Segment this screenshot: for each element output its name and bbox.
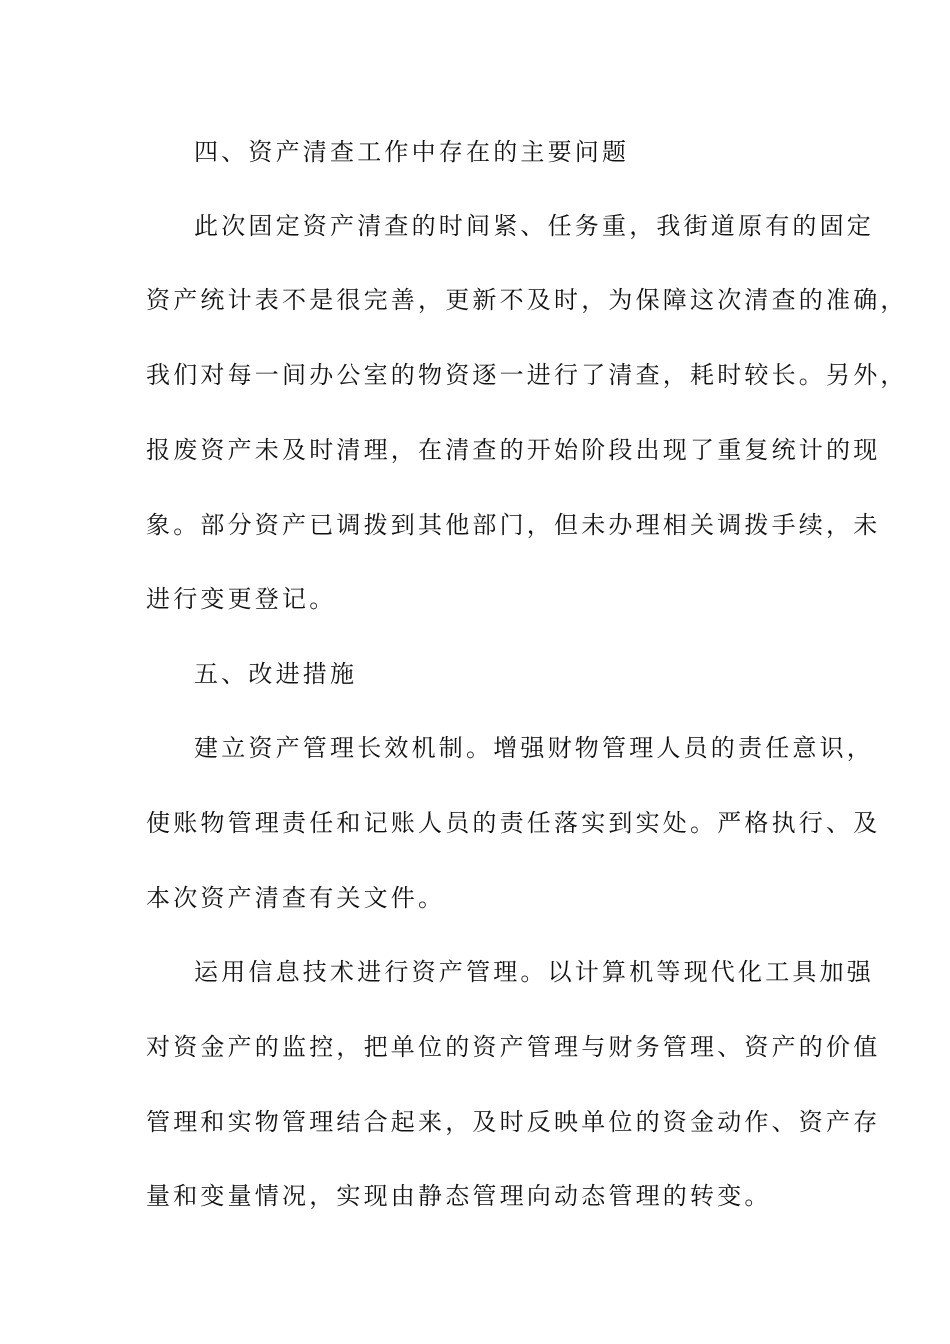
paragraph-line: 资产统计表不是很完善，更新不及时，为保障这次清查的准确，: [146, 286, 908, 314]
paragraph-line: 本次资产清查有关文件。: [146, 884, 446, 912]
paragraph-line: 使账物管理责任和记账人员的责任落实到实处。严格执行、及: [146, 809, 881, 837]
paragraph-line: 我们对每一间办公室的物资逐一进行了清查，耗时较长。另外，: [146, 361, 908, 389]
paragraph-line: 报废资产未及时清理，在清查的开始阶段出现了重复统计的现: [146, 436, 881, 464]
section-heading-4: 四、资产清查工作中存在的主要问题: [194, 138, 630, 166]
paragraph-line: 管理和实物管理结合起来，及时反映单位的资金动作、资产存: [146, 1108, 881, 1136]
paragraph-line: 进行变更登记。: [146, 585, 337, 613]
paragraph-line: 建立资产管理长效机制。增强财物管理人员的责任意识，: [194, 734, 874, 762]
paragraph-line: 象。部分资产已调拨到其他部门，但未办理相关调拨手续，未: [146, 511, 881, 539]
paragraph-line: 对资金产的监控，把单位的资产管理与财务管理、资产的价值: [146, 1033, 881, 1061]
paragraph-line: 运用信息技术进行资产管理。以计算机等现代化工具加强: [194, 958, 874, 986]
paragraph-line: 此次固定资产清查的时间紧、任务重，我街道原有的固定: [194, 212, 874, 240]
section-heading-5: 五、改进措施: [194, 660, 358, 688]
paragraph-line: 量和变量情况，实现由静态管理向动态管理的转变。: [146, 1182, 772, 1210]
